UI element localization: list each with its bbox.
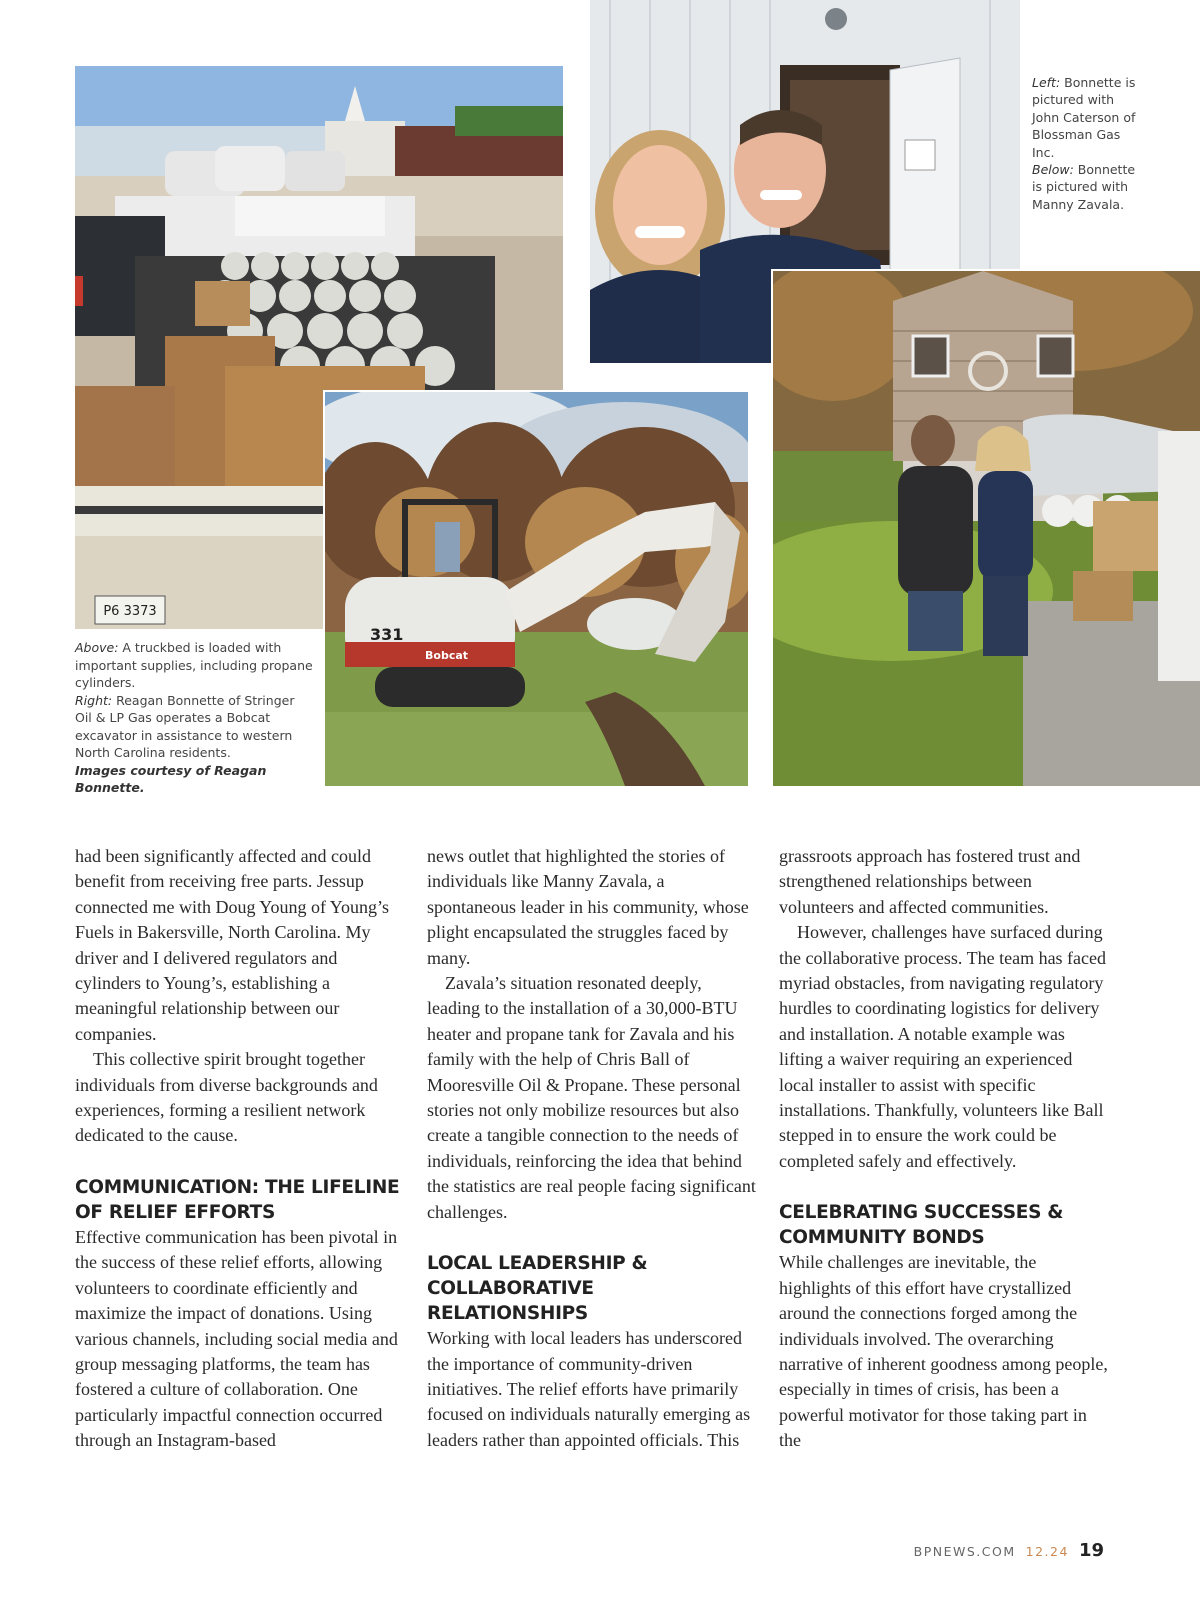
caption-right-label: Right: (75, 692, 113, 708)
page-number: 19 (1078, 1540, 1104, 1561)
col1-paragraph-2: This collective spirit brought together individuals from diverse backgrounds and experiences, forming a resilient network dedicated to the cause. (75, 1049, 378, 1146)
excavator-brand-label: Bobcat (425, 649, 469, 662)
col1-paragraph-1: had been significantly affected and could benefit from receiving free parts. Jessup connected me with Doug Young of Young’s Fuels in Bakersville, North Carolina. My driver and I delivered regulators and cylinders to Young’s, establishing a meaningful relationship between our companies. (75, 846, 390, 1044)
caption-top-right (1032, 74, 1144, 213)
caption-right-text: Reagan Bonnette of Stringer Oil & LP Gas operates a Bobcat excavator in assistance to western North Carolina residents. (75, 692, 295, 760)
article-column-3 (779, 844, 1109, 1454)
footer-issue-date: 12.24 (1025, 1544, 1069, 1559)
section-heading-celebrating: CELEBRATING SUCCESSES & COMMUNITY BONDS (779, 1202, 1064, 1249)
article-column-2 (427, 844, 757, 1453)
caption-below-text: Bonnette is pictured with Manny Zavala. (1032, 162, 1136, 212)
caption-bottom-left (75, 639, 315, 797)
section-heading-local-leadership: LOCAL LEADERSHIP & COLLABORATIVE RELATIONSHIPS (427, 1253, 648, 1325)
truck-license-plate: P6 3373 (103, 604, 157, 619)
photo-credit: Images courtesy of Reagan Bonnette. (75, 762, 267, 795)
photo-bonnette-zavala (771, 269, 1200, 786)
article-column-1 (75, 844, 405, 1454)
col3-paragraph-1: grassroots approach has fostered trust and strengthened relationships between volunteers and affected communities. (779, 846, 1081, 917)
col3-paragraph-2: However, challenges have surfaced during the collaborative process. The team has faced myriad obstacles, from navigating regulatory hurdles to coordinating logistics for delivery and installation. A notable example was lifting a waiver requiring an experienced local installer to assist with specific installations. Thankfully, volunteers like Ball stepped in to ensure the work could be completed safely and effectively. (779, 922, 1107, 1171)
page-footer (914, 1540, 1104, 1561)
caption-above-text: A truckbed is loaded with important supplies, including propane cylinders. (75, 640, 313, 690)
caption-below-label: Below: (1032, 162, 1074, 178)
caption-left-text: Bonnette is pictured with John Caterson of Blossman Gas Inc. (1032, 75, 1136, 160)
excavator-number: 331 (370, 625, 404, 644)
col2-paragraph-1: news outlet that highlighted the stories of individuals like Manny Zavala, a spontaneous leader in his community, whose plight encapsulated the struggles faced by many. (427, 846, 749, 968)
col2-paragraph-2: Zavala’s situation resonated deeply, leading to the installation of a 30,000-BTU heater and propane tank for Zavala and his family with the help of Chris Ball of Mooresville Oil & Propane. These personal stories not only mobilize resources but also create a tangible connection to the needs of individuals, reinforcing the idea that behind the statistics are real people facing significant challenges. (427, 973, 756, 1222)
col1-paragraph-3: Effective communication has been pivotal in the success of these relief efforts, allowing volunteers to coordinate efficiently and maximize the impact of donations. Using various channels, including social media and group messaging platforms, the team has fostered a culture of collaboration. One particularly impactful connection occurred through an Instagram-based (75, 1226, 398, 1451)
col2-paragraph-3: Working with local leaders has underscored the importance of community-driven initiatives. The relief efforts have primarily focused on individuals naturally emerging as leaders rather than appointed officials. This (427, 1328, 751, 1450)
photo-bobcat-excavator (323, 390, 748, 786)
caption-above-label: Above: (75, 640, 119, 655)
caption-left-label: Left: (1032, 75, 1061, 90)
section-heading-communication: COMMUNICATION: THE LIFELINE OF RELIEF EFFORTS (75, 1176, 400, 1223)
col3-paragraph-3: While challenges are inevitable, the highlights of this effort have crystallized around the connections forged among the individuals involved. The overarching narrative of inherent goodness among people, especially in times of crisis, has been a powerful motivator for those taking part in the (779, 1252, 1108, 1451)
footer-website: BPNEWS.COM (913, 1544, 1016, 1559)
